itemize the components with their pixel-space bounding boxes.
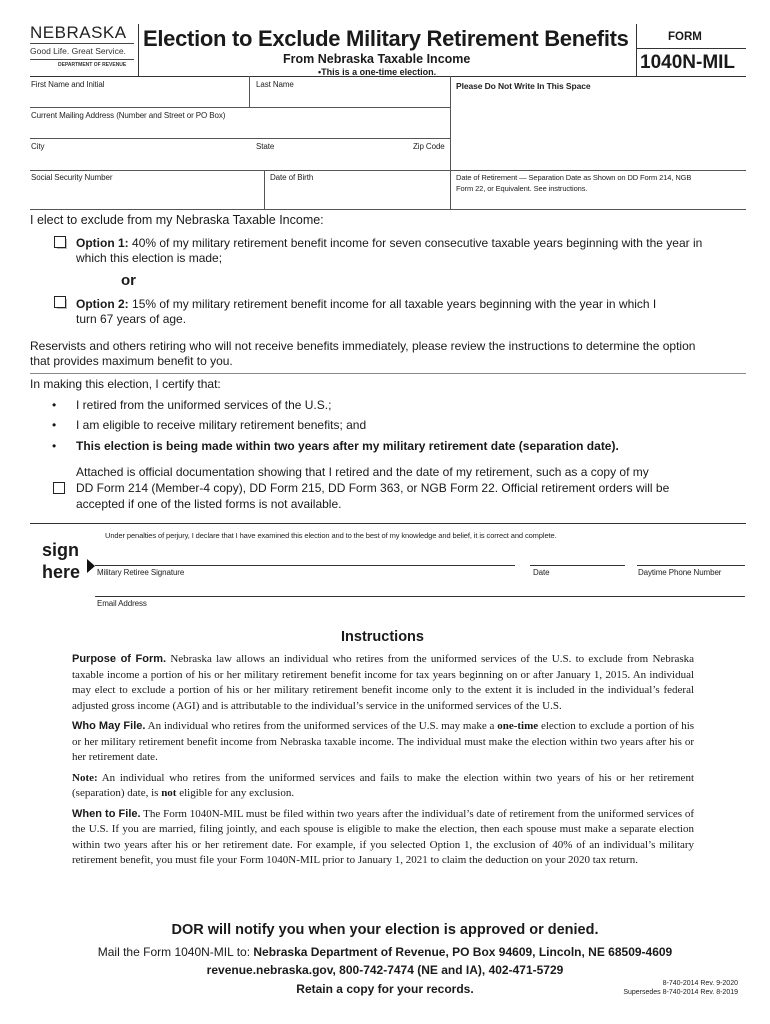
documentation-checkbox[interactable] — [53, 482, 65, 494]
signature-field[interactable]: Military Retiree Signature — [97, 568, 185, 577]
state-field[interactable]: State — [256, 142, 275, 151]
sign-arrow-icon — [87, 559, 95, 573]
phone-field[interactable]: Daytime Phone Number — [638, 568, 722, 577]
logo — [30, 24, 135, 76]
zip-field[interactable]: Zip Code — [413, 142, 445, 151]
instructions-heading: Instructions — [341, 629, 424, 645]
logo-name: NEBRASKA — [30, 23, 127, 42]
retirement-date-note: Form 22, or Equivalent. See instructions. — [456, 184, 588, 193]
form-label: FORM — [668, 31, 702, 43]
option1-label: Option 1: — [76, 236, 129, 250]
email-field[interactable]: Email Address — [97, 599, 147, 608]
date-field[interactable]: Date — [533, 568, 550, 577]
one-time-note: •This is a one-time election. — [318, 67, 437, 77]
dob-field[interactable]: Date of Birth — [270, 173, 314, 182]
mail-line: Mail the Form 1040N-MIL to: Nebraska Department of Revenue, PO Box 94609, Lincoln, NE 68509-4609 — [97, 945, 673, 959]
retirement-date-field[interactable]: Date of Retirement — Separation Date as Shown on DD Form 214, NGB — [456, 173, 692, 182]
documentation-text: Attached is official documentation showing that I retired and the date of my retirement, such as a copy of my DD Form 214 (Member-4 copy), DD Form 215, DD Form 363, or NGB Form 22. Official retirement orders will be accepted if one of the listed forms is not available. — [76, 465, 670, 511]
city-field[interactable]: City — [31, 142, 45, 151]
supersedes-note: Supersedes 8-740-2014 Rev. 8-2019 — [623, 989, 738, 996]
option1-text — [76, 236, 756, 266]
option2-line1: 15% of my military retirement benefit income for all taxable years beginning with the year in which I — [132, 297, 657, 311]
revision-number: 8-740-2014 Rev. 9-2020 — [662, 980, 738, 987]
certify-bullet-1: I retired from the uniformed services of the U.S.; — [76, 398, 332, 412]
retain-note: Retain a copy for your records. — [296, 982, 474, 996]
contact-line: revenue.nebraska.gov, 800-742-7474 (NE and IA), 402-471-5729 — [206, 963, 564, 977]
form-title: Election to Exclude Military Retirement Benefits — [143, 26, 629, 51]
note-section: Note: An individual who retires from the uniformed services and fails to make the election within two years of his or her retirement (separation) date, is not eligible for any exclusion. — [72, 771, 694, 799]
address-field[interactable]: Current Mailing Address (Number and Street or PO Box) — [31, 111, 226, 120]
sign-label: sign — [42, 540, 80, 560]
who-may-file-section: Who May File. An individual who retires from the uniformed services of the U.S. may make a one-time election to exclude a portion of his or her military retirement benefit income from Nebraska taxable income. The individual must make the election within two years after his or her retirement date. — [72, 720, 695, 763]
notify-heading: DOR will notify you when your election is approved or denied. — [171, 922, 599, 938]
reservists-note: Reservists and others retiring who will not receive benefits immediately, please review the instructions to determine the option that provides maximum benefit to you. — [30, 339, 696, 368]
option2-checkbox[interactable] — [54, 296, 66, 308]
when-to-file-section: When to File. The Form 1040N-MIL must be filed within two years after the individual’s date of retirement from the uniformed services of the U.S. If you are married, filing jointly, and each spouse is eligible to make the election, then each spouse must make a separate election within two years after his or her retirement date. For example, if you selected Option 1, the exclusion of 40% of an individual’s military retirement benefit, you must file your Form 1040N-MIL prior to January 1, 2021 to claim the deduction on your 2020 tax return. — [72, 807, 695, 866]
first-name-field[interactable]: First Name and Initial — [31, 80, 105, 89]
election-intro: I elect to exclude from my Nebraska Taxable Income: — [30, 213, 324, 227]
ssn-field[interactable]: Social Security Number — [31, 173, 113, 182]
instructions-body — [72, 652, 694, 869]
perjury-statement: Under penalties of perjury, I declare that I have examined this election and to the best of my knowledge and belief, it is correct and complete. — [105, 531, 557, 540]
certify-bullet-2: I am eligible to receive military retirement benefits; and — [76, 418, 367, 432]
here-label: here — [42, 562, 81, 582]
option1-line2: which this election is made; — [76, 251, 223, 265]
logo-tagline: Good Life. Great Service. — [30, 46, 126, 56]
form-subtitle: From Nebraska Taxable Income — [283, 52, 471, 66]
logo-department: DEPARTMENT OF REVENUE — [58, 62, 127, 68]
last-name-field[interactable]: Last Name — [256, 80, 294, 89]
option2-line2: turn 67 years of age. — [76, 312, 187, 326]
option1-checkbox[interactable] — [54, 236, 66, 248]
option2-label: Option 2: — [76, 297, 129, 311]
certify-intro: In making this election, I certify that: — [30, 377, 221, 391]
certify-bullet-3: This election is being made within two years after my military retirement date (separation date). — [76, 439, 619, 453]
purpose-section: Purpose of Form. Nebraska law allows an individual who retires from the uniformed services of the U.S. to exclude from Nebraska taxable income a portion of his or her military retirement benefit income for tax years beginning on or after January 1, 2015. An individual may elect to exclude a portion of his or her military retirement benefit income only to the extent it is included in the individual’s federal adjusted gross income (AGI) and is attributable to the individual’s service in the uniformed services of the U.S. — [72, 653, 695, 712]
option2-text — [76, 297, 756, 327]
or-separator: or — [121, 272, 136, 289]
option1-line1: 40% of my military retirement benefit income for seven consecutive taxable years beginning with the year in — [132, 236, 703, 250]
form-number: 1040N-MIL — [640, 52, 736, 73]
office-use-label: Please Do Not Write In This Space — [456, 81, 591, 91]
